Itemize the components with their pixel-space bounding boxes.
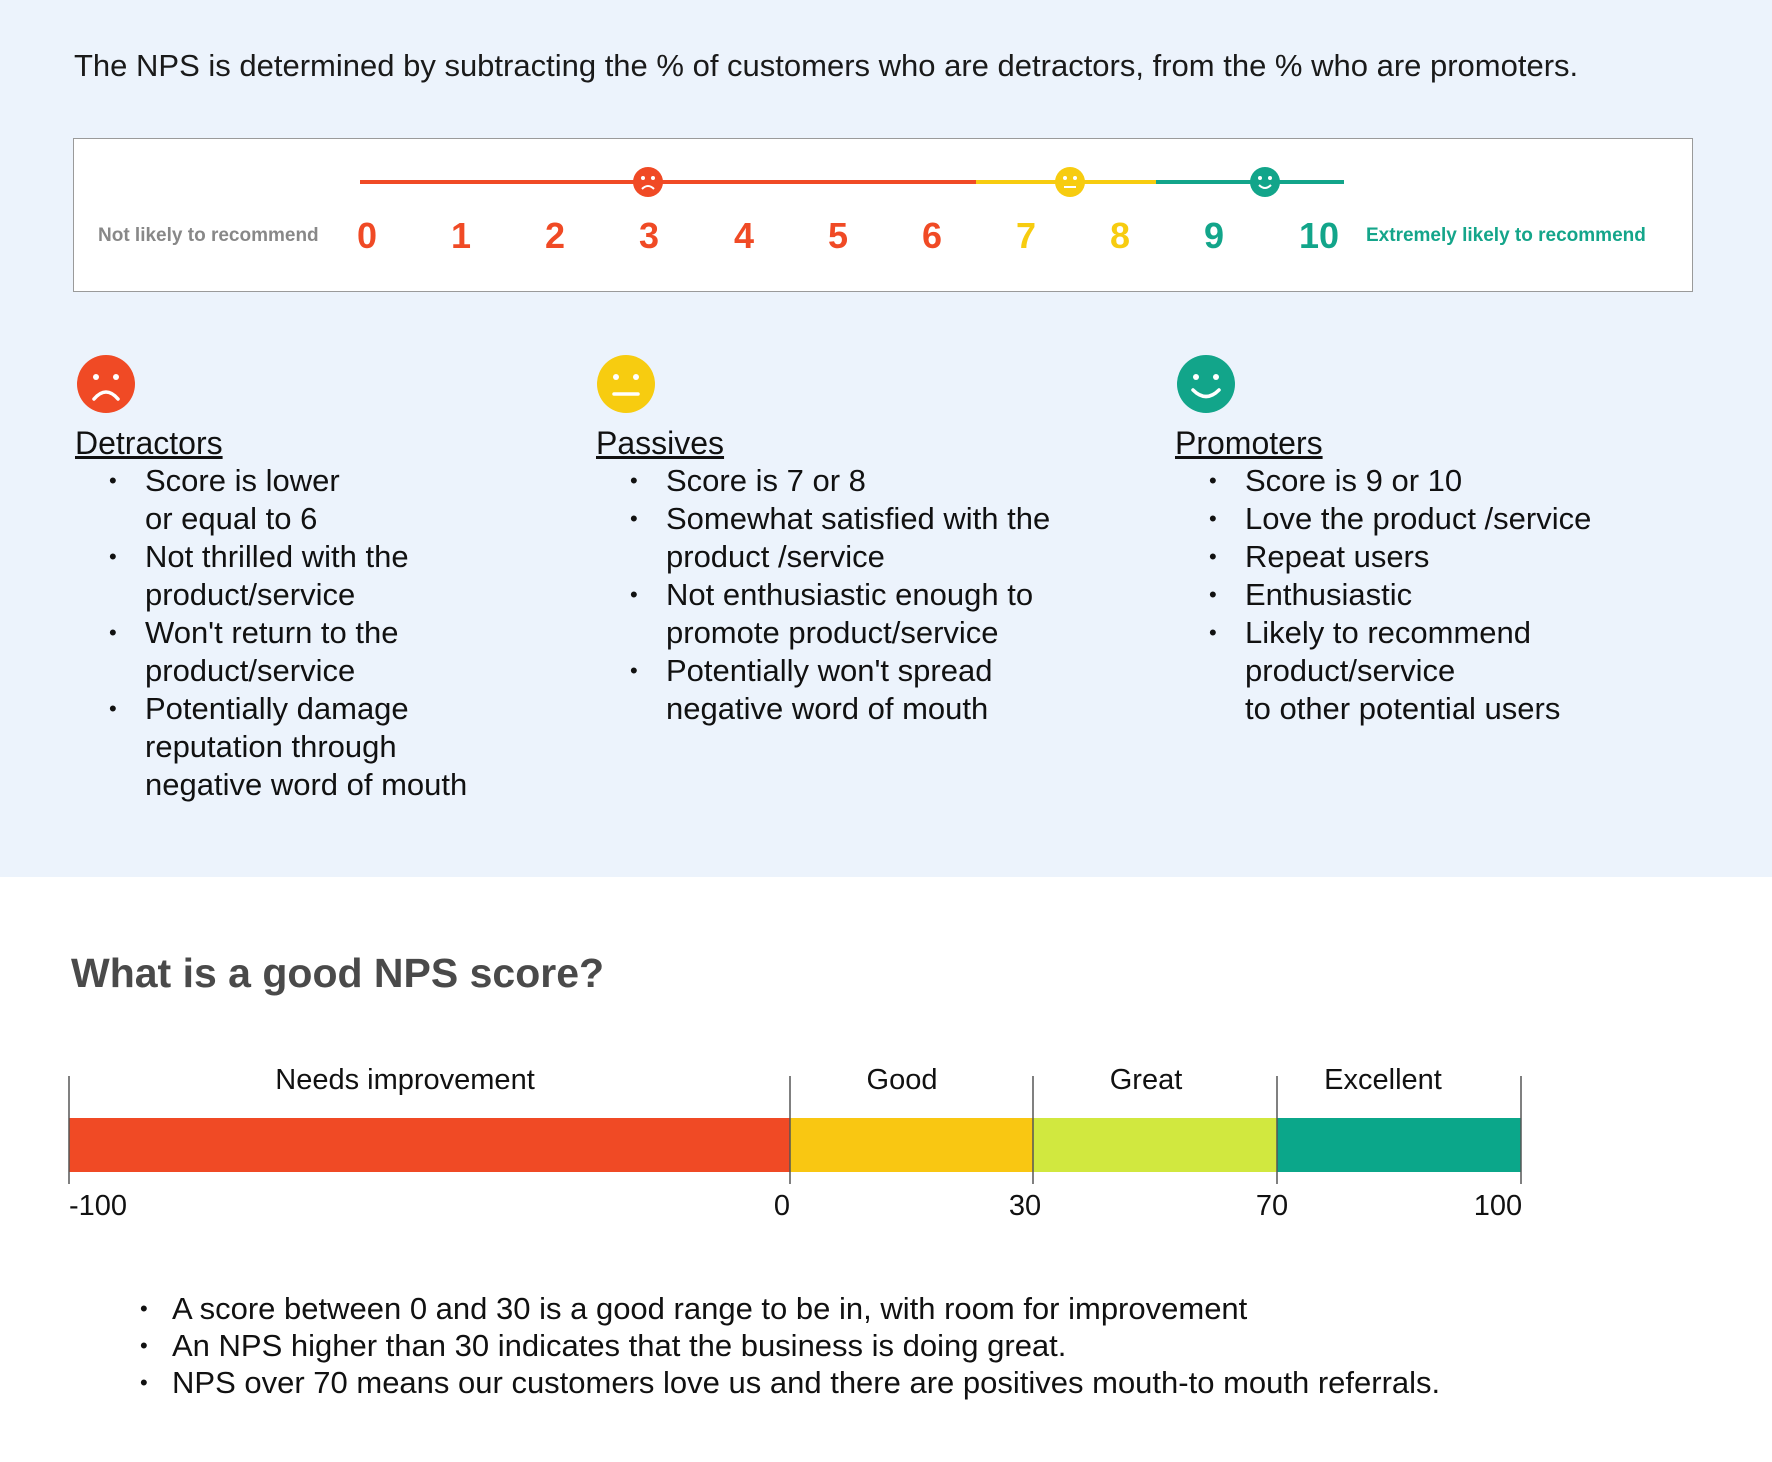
list-item: • Score is 9 or 10 [1245,462,1591,500]
score-2: 2 [544,215,566,256]
list-item: • Score is 7 or 8 [666,462,1050,500]
segment-excellent [1277,1118,1521,1172]
segment-great [1033,1118,1277,1172]
tick-label-0: 0 [773,1190,791,1222]
tick-label-70: 70 [1255,1190,1289,1222]
great-label: Great [1109,1064,1183,1096]
segment-good [790,1118,1033,1172]
detractors-list [75,462,467,804]
excellent-label: Excellent [1324,1064,1442,1096]
passives-group [596,354,1050,728]
score-4: 4 [733,215,755,256]
score-1: 1 [450,215,472,256]
score-scale [73,138,1693,292]
score-10: 10 [1298,215,1340,256]
tick-label-30: 30 [1008,1190,1042,1222]
score-7: 7 [1015,215,1037,256]
segment-needs-improvement [69,1118,790,1172]
score-9: 9 [1203,215,1225,256]
list-item: • An NPS higher than 30 indicates that the business is doing great. [172,1327,1440,1364]
detractors-group [75,354,467,804]
list-item: • A score between 0 and 30 is a good range to be in, with room for improvement [172,1290,1440,1327]
scale-line [74,139,1694,293]
score-notes [172,1290,1440,1401]
list-item: • Not enthusiastic enough to promote product/service [666,576,1050,652]
score-5: 5 [827,215,849,256]
list-item: • Won't return to the product/service [145,614,467,690]
list-item: • Repeat users [1245,538,1591,576]
happy-face-small-icon [1250,167,1280,197]
list-item: • Somewhat satisfied with the product /service [666,500,1050,576]
intro-text: The NPS is determined by subtracting the % of customers who are detractors, from the % who are promoters. [74,48,1579,83]
needs-improvement-label: Needs improvement [275,1064,535,1096]
score-0: 0 [356,215,378,256]
list-item: • Likely to recommend product/service to other potential users [1245,614,1591,728]
list-item: • Potentially damage reputation through negative word of mouth [145,690,467,804]
list-item: • Potentially won't spread negative word of mouth [666,652,1050,728]
happy-face-icon [1176,354,1236,414]
promoters-list [1175,462,1591,728]
score-8: 8 [1109,215,1131,256]
list-item: • Not thrilled with the product/service [145,538,467,614]
tick-label-100: 100 [1473,1190,1523,1222]
promoters-title: Promoters [1175,425,1323,461]
list-item: • Enthusiastic [1245,576,1591,614]
score-3: 3 [638,215,660,256]
list-item: • Score is lower or equal to 6 [145,462,467,538]
extremely-likely-label: Extremely likely to recommend [1366,225,1646,246]
neutral-face-small-icon [1055,167,1085,197]
passives-title: Passives [596,425,725,461]
not-likely-label: Not likely to recommend [98,225,319,246]
good-score-title: What is a good NPS score? [71,950,605,996]
detractors-title: Detractors [75,425,223,461]
passives-list [596,462,1050,728]
list-item: • Love the product /service [1245,500,1591,538]
tick-label--100: -100 [68,1190,128,1222]
sad-face-icon [76,354,136,414]
score-6: 6 [921,215,943,256]
list-item: • NPS over 70 means our customers love us and there are positives mouth-to mouth referrals. [172,1364,1440,1401]
good-label: Good [866,1064,938,1096]
sad-face-small-icon [633,167,663,197]
neutral-face-icon [596,354,656,414]
promoters-group [1175,354,1591,728]
